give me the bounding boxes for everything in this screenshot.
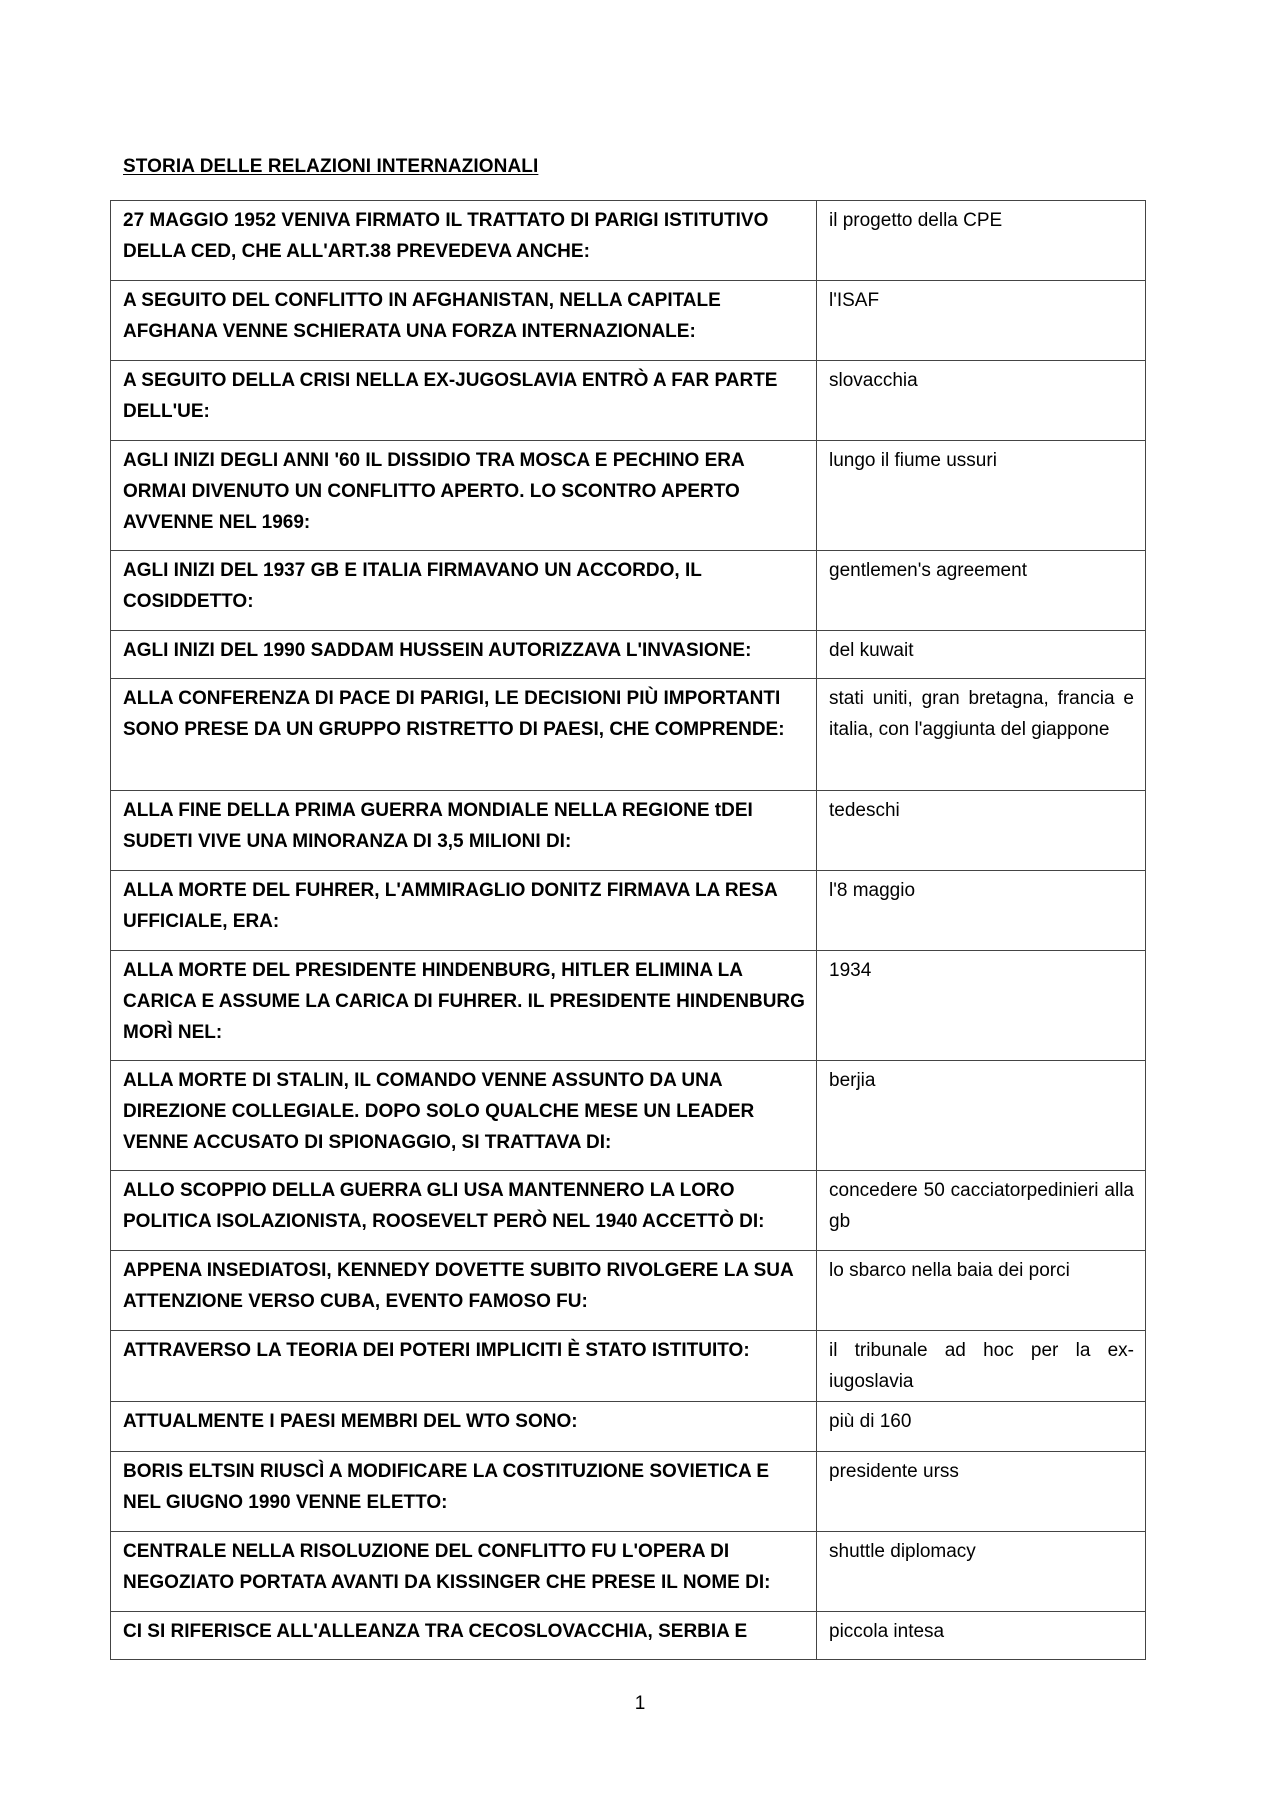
answer-cell: 1934: [817, 951, 1146, 1061]
answer-cell: più di 160: [817, 1402, 1146, 1452]
answer-cell: l'8 maggio: [817, 871, 1146, 951]
answer-cell: piccola intesa: [817, 1612, 1146, 1660]
question-cell: 27 MAGGIO 1952 VENIVA FIRMATO IL TRATTATO DI PARIGI ISTITUTIVO DELLA CED, CHE ALL'ART.38 PREVEDEVA ANCHE:: [111, 201, 817, 281]
table-row: [111, 1452, 1146, 1532]
answer-cell: gentlemen's agreement: [817, 551, 1146, 631]
page-number: 1: [634, 1693, 646, 1714]
table-row: [111, 1612, 1146, 1660]
table-row: [111, 1171, 1146, 1251]
table-row: [111, 951, 1146, 1061]
question-cell: ALLA MORTE DEL PRESIDENTE HINDENBURG, HITLER ELIMINA LA CARICA E ASSUME LA CARICA DI FUHRER. IL PRESIDENTE HINDENBURG MORÌ NEL:: [111, 951, 817, 1061]
table-row: [111, 1251, 1146, 1331]
question-cell: AGLI INIZI DEL 1990 SADDAM HUSSEIN AUTORIZZAVA L'INVASIONE:: [111, 631, 817, 679]
qa-table-body: [111, 201, 1146, 1660]
table-row: [111, 1402, 1146, 1452]
table-row: [111, 1061, 1146, 1171]
question-cell: A SEGUITO DELLA CRISI NELLA EX-JUGOSLAVIA ENTRÒ A FAR PARTE DELL'UE:: [111, 361, 817, 441]
answer-cell: lo sbarco nella baia dei porci: [817, 1251, 1146, 1331]
table-row: [111, 871, 1146, 951]
answer-cell: tedeschi: [817, 791, 1146, 871]
answer-cell: stati uniti, gran bretagna, francia e italia, con l'aggiunta del giappone: [817, 679, 1146, 791]
question-cell: ALLA CONFERENZA DI PACE DI PARIGI, LE DECISIONI PIÙ IMPORTANTI SONO PRESE DA UN GRUPPO RISTRETTO DI PAESI, CHE COMPRENDE:: [111, 679, 817, 791]
question-cell: A SEGUITO DEL CONFLITTO IN AFGHANISTAN, NELLA CAPITALE AFGHANA VENNE SCHIERATA UNA FORZA INTERNAZIONALE:: [111, 281, 817, 361]
question-cell: ALLO SCOPPIO DELLA GUERRA GLI USA MANTENNERO LA LORO POLITICA ISOLAZIONISTA, ROOSEVELT PERÒ NEL 1940 ACCETTÒ DI:: [111, 1171, 817, 1251]
answer-cell: concedere 50 cacciatorpedinieri alla gb: [817, 1171, 1146, 1251]
question-cell: BORIS ELTSIN RIUSCÌ A MODIFICARE LA COSTITUZIONE SOVIETICA E NEL GIUGNO 1990 VENNE ELETTO:: [111, 1452, 817, 1532]
table-row: [111, 281, 1146, 361]
qa-table: [110, 200, 1146, 1660]
answer-cell: l'ISAF: [817, 281, 1146, 361]
table-row: [111, 791, 1146, 871]
question-cell: CI SI RIFERISCE ALL'ALLEANZA TRA CECOSLOVACCHIA, SERBIA E: [111, 1612, 817, 1660]
answer-cell: del kuwait: [817, 631, 1146, 679]
question-cell: CENTRALE NELLA RISOLUZIONE DEL CONFLITTO FU L'OPERA DI NEGOZIATO PORTATA AVANTI DA KISSINGER CHE PRESE IL NOME DI:: [111, 1532, 817, 1612]
question-cell: ATTRAVERSO LA TEORIA DEI POTERI IMPLICITI È STATO ISTITUITO:: [111, 1331, 817, 1402]
table-row: [111, 1331, 1146, 1402]
table-row: [111, 441, 1146, 551]
question-cell: ALLA MORTE DEL FUHRER, L'AMMIRAGLIO DONITZ FIRMAVA LA RESA UFFICIALE, ERA:: [111, 871, 817, 951]
answer-cell: lungo il fiume ussuri: [817, 441, 1146, 551]
table-row: [111, 201, 1146, 281]
question-cell: AGLI INIZI DEL 1937 GB E ITALIA FIRMAVANO UN ACCORDO, IL COSIDDETTO:: [111, 551, 817, 631]
table-row: [111, 551, 1146, 631]
answer-cell: il progetto della CPE: [817, 201, 1146, 281]
answer-cell: slovacchia: [817, 361, 1146, 441]
answer-cell: il tribunale ad hoc per la ex-iugoslavia: [817, 1331, 1146, 1402]
table-row: [111, 631, 1146, 679]
question-cell: ALLA MORTE DI STALIN, IL COMANDO VENNE ASSUNTO DA UNA DIREZIONE COLLEGIALE. DOPO SOLO QUALCHE MESE UN LEADER VENNE ACCUSATO DI SPIONAGGIO, SI TRATTAVA DI:: [111, 1061, 817, 1171]
page-title: STORIA DELLE RELAZIONI INTERNAZIONALI: [123, 156, 539, 177]
table-row: [111, 361, 1146, 441]
question-cell: ATTUALMENTE I PAESI MEMBRI DEL WTO SONO:: [111, 1402, 817, 1452]
answer-cell: berjia: [817, 1061, 1146, 1171]
question-cell: AGLI INIZI DEGLI ANNI '60 IL DISSIDIO TRA MOSCA E PECHINO ERA ORMAI DIVENUTO UN CONFLITTO APERTO. LO SCONTRO APERTO AVVENNE NEL 1969:: [111, 441, 817, 551]
question-cell: ALLA FINE DELLA PRIMA GUERRA MONDIALE NELLA REGIONE tDEI SUDETI VIVE UNA MINORANZA DI 3,5 MILIONI DI:: [111, 791, 817, 871]
answer-cell: presidente urss: [817, 1452, 1146, 1532]
question-cell: APPENA INSEDIATOSI, KENNEDY DOVETTE SUBITO RIVOLGERE LA SUA ATTENZIONE VERSO CUBA, EVENTO FAMOSO FU:: [111, 1251, 817, 1331]
table-row: [111, 1532, 1146, 1612]
answer-cell: shuttle diplomacy: [817, 1532, 1146, 1612]
table-row: [111, 679, 1146, 791]
